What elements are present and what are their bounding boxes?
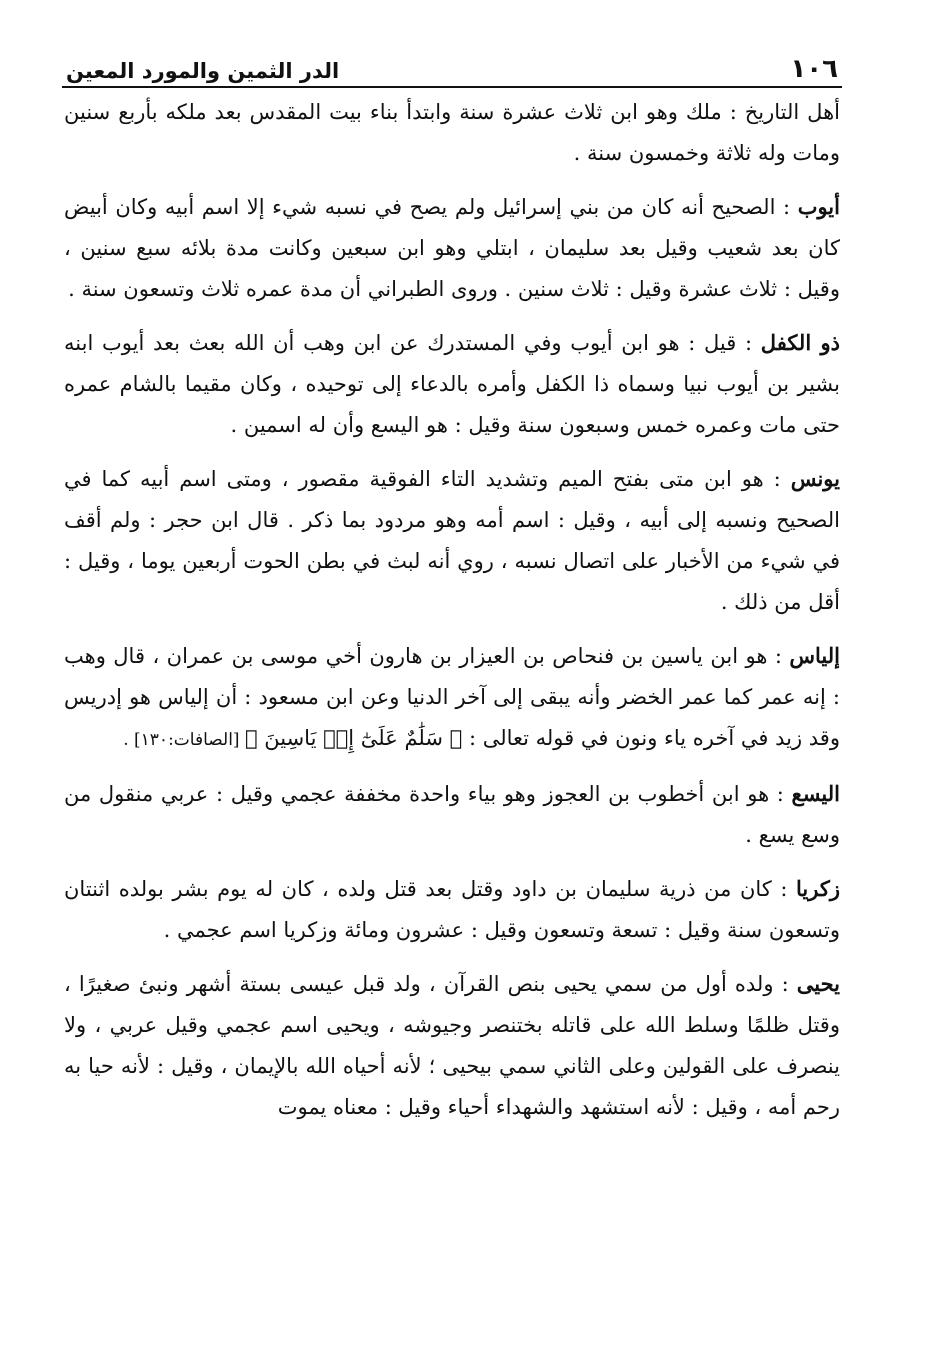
book-page [62,44,842,1140]
verse-citation: [الصافات:١٣٠] . [123,730,245,750]
entry-name: يحيى [796,971,840,996]
entry-text: : قيل : هو ابن أيوب وفي المستدرك عن ابن وهب أن الله بعث بعد أيوب ابنه بشير بن أيوب نبيا وسماه ذا الكفل وأمره بالدعاء إلى توحيده ، وكان مقيما بالشام عمره حتى مات وعمره خمس وسبعون سنة وقيل : هو اليسع وأن له اسمين . [64,331,840,437]
book-title: الدر الثمين والمورد المعين [66,59,340,83]
entry-name: اليسع [791,781,840,806]
entry-ayyub [62,186,842,310]
body-text [62,92,842,1128]
entry-text: : ولده أول من سمي يحيى بنص القرآن ، ولد قبل عيسى بستة أشهر ونبئ صغيرًا ، وقتل ظلمًا وسلط الله على قاتله بختنصر وجيوشه ، ويحيى اسم عجمي وقيل عربي ، ولا ينصرف على القولين وعلى الثاني سمي بيحيى ؛ لأنه أحياه الله بالإيمان ، وقيل : لأنه حيا به رحم أمه ، وقيل : لأنه استشهد والشهداء أحياء وقيل : معناه يموت [64,972,840,1119]
entry-dhul-kifl [62,322,842,446]
entry-text: : هو ابن متى بفتح الميم وتشديد التاء الفوقية مقصور ، ومتى اسم أبيه كما في الصحيح ونسبه إلى أبيه ، وقيل : اسم أمه وهو مردود بما ذكر . قال ابن حجر : ولم أقف في شيء من الأخبار على اتصال نسبه ، روي أنه لبث في بطن الحوت أربعين يوما ، وقيل : أقل من ذلك . [64,467,840,614]
page-number: ١٠٦ [790,54,838,84]
entry-text: : كان من ذرية سليمان بن داود وقتل بعد قتل ولده ، كان له يوم بشر بولده اثنتان وتسعون سنة وقيل : تسعة وتسعون وقيل : عشرون ومائة وزكريا اسم عجمي . [64,877,840,942]
entry-name: ذو الكفل [760,330,840,355]
entry-text: : هو ابن أخطوب بن العجوز وهو بياء واحدة مخففة عجمي وقيل : عربي منقول من وسع يسع . [64,782,840,847]
entry-continuation [62,92,842,174]
entry-yahya [62,963,842,1128]
entry-name: يونس [790,466,840,491]
entry-ilyas [62,635,842,761]
entry-name: زكريا [796,876,840,901]
entry-text: : الصحيح أنه كان من بني إسرائيل ولم يصح في نسبه شيء إلا اسم أبيه وكان أبيض كان بعد شعيب وقيل بعد سليمان ، ابتلي وهو ابن سبعين وكانت مدة بلائه سبع سنين ، وقيل : ثلاث عشرة وقيل : ثلاث سنين . وروى الطبراني أن مدة عمره ثلاث وتسعون سنة . [64,195,840,301]
entry-name: أيوب [797,194,840,219]
entry-text: أهل التاريخ : ملك وهو ابن ثلاث عشرة سنة وابتدأ بناء بيت المقدس بعد ملكه بأربع سنين ومات وله ثلاثة وخمسون سنة . [64,100,840,165]
quran-verse: ﴿ سَلَٰمٌ عَلَىٰٓ إِلۡ يَاسِينَ ﴾ [244,726,463,750]
entry-text: : هو ابن ياسين بن فنحاص بن العيزار بن هارون أخي موسى بن عمران ، قال وهب : إنه عمر كما عمر الخضر وأنه يبقى إلى آخر الدنيا وعن ابن مسعود : أن إلياس هو إدريس وقد زيد في آخره ياء ونون في قوله تعالى : [64,644,840,750]
entry-yunus [62,458,842,623]
running-header [62,44,842,88]
entry-name: إلياس [789,643,840,668]
entry-alyasa [62,773,842,856]
entry-zakariya [62,868,842,951]
